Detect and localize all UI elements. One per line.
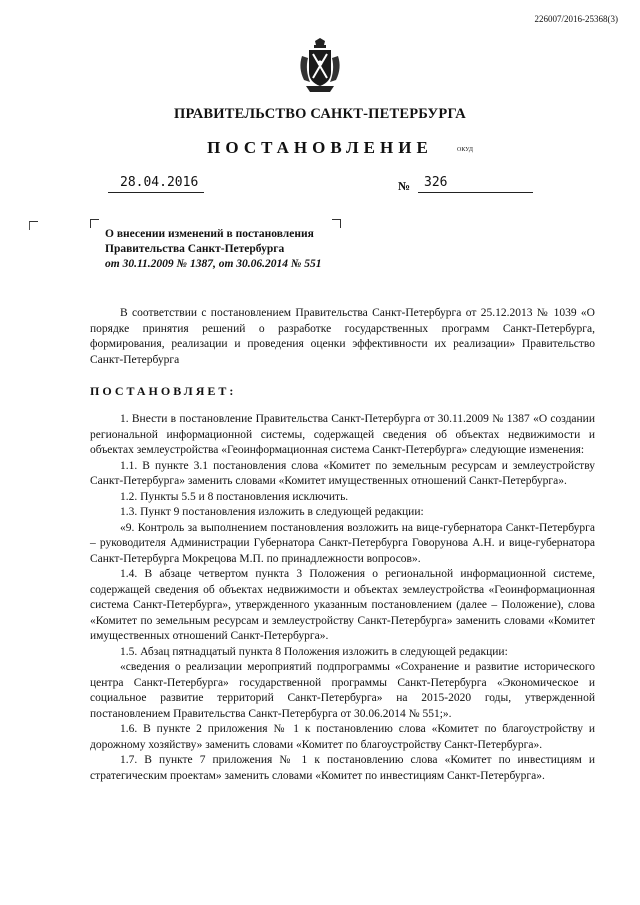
decree-item: 1. Внести в постановление Правительства Санкт-Петербурга от 30.11.2009 № 1387 «О создании региональной информационной системы, содержащей сведения об объектах недвижимости и объектах землеустройства «Геоинформационная система Санкт-Петербурга» следующие изменения: xyxy=(90,413,595,456)
okud-label: ОКУД xyxy=(457,147,473,153)
decree-item: 1.5. Абзац пятнадцатый пункта 8 Положения изложить в следующей редакции: xyxy=(120,645,508,658)
bracket-corner-left xyxy=(90,219,99,228)
subject-line: от 30.11.2009 № 1387, от 30.06.2014 № 551 xyxy=(105,258,322,270)
decree-item: 1.3. Пункт 9 постановления изложить в следующей редакции: xyxy=(120,506,424,518)
preamble-paragraph xyxy=(90,306,595,368)
number-underline xyxy=(418,192,533,193)
decree-date: 28.04.2016 xyxy=(120,175,199,190)
decree-item: 1.1. В пункте 3.1 постановления слова «Комитет по земельным ресурсам и землеустройству Санкт-Петербурга» заменить словами «Комитет имущественных отношений Санкт-Петербурга». xyxy=(90,459,595,487)
decree-item: 1.4. В абзаце четвертом пункта 3 Положения о региональной информационной системе, содержащей сведения об объектах недвижимости и объектах землеустройства «Геоинформационная система Санкт-Петербурга», утвержденного указанным постановлением (далее – Положение), слова «Комитет по земельным ресурсам и землеустройству Санкт-Петербурга» заменить словами «Комитет имущественных отношений Санкт-Петербурга». xyxy=(90,568,595,642)
decree-item: «сведения о реализации мероприятий подпрограммы «Сохранение и развитие исторического центра Санкт-Петербурга» государственной программы Санкт-Петербурга «Экономическое и социальное развитие территорий Санкт-Петербурга» на 2015-2020 годы, утвержденной постановлением Правительства Санкт-Петербурга от 30.06.2014 № 551;». xyxy=(90,661,595,720)
date-underline xyxy=(108,192,204,193)
bracket-corner-right xyxy=(332,219,341,228)
number-sign: № xyxy=(398,179,411,193)
decree-item: 1.2. Пункты 5.5 и 8 постановления исключить. xyxy=(120,490,349,503)
decree-items xyxy=(90,412,595,784)
decree-number: 326 xyxy=(424,175,448,190)
coat-of-arms-emblem xyxy=(296,38,344,94)
decree-subject xyxy=(105,227,322,272)
subject-line: О внесении изменений в постановления xyxy=(105,228,314,240)
margin-mark xyxy=(29,221,38,230)
decree-item: «9. Контроль за выполнением постановления возложить на вице-губернатора Санкт-Петербурга – руководителя Администрации Губернатора Санкт-Петербурга Говорунова А.Н. и вице-губернатора Санкт-Петербурга Мокрецова М.П. по принадлежности вопросов». xyxy=(90,521,595,565)
preamble-text: В соответствии с постановлением Правительства Санкт-Петербурга от 25.12.2013 № 1039 «О порядке принятия решений о разработке государственных программ Санкт-Петербурга, формирования, реализации и проведения оценки эффективности их реализации» Правительство Санкт-Петербурга xyxy=(90,307,595,366)
subject-line: Правительства Санкт-Петербурга xyxy=(105,243,285,255)
document-type-title: ПОСТАНОВЛЕНИЕ xyxy=(207,138,433,157)
document-id: 226007/2016-25368(3) xyxy=(534,14,618,24)
decree-item: 1.6. В пункте 2 приложения № 1 к постановлению слова «Комитет по благоустройству и дорожному хозяйству» заменить словами «Комитет по благоустройству Санкт-Петербурга». xyxy=(90,723,595,751)
resolves-heading: ПОСТАНОВЛЯЕТ: xyxy=(90,384,237,398)
decree-item: 1.7. В пункте 7 приложения № 1 к постановлению слова «Комитет по инвестициям и стратегическим проектам» заменить словами «Комитет по инвестициям Санкт-Петербурга». xyxy=(90,754,595,782)
government-title: ПРАВИТЕЛЬСТВО САНКТ-ПЕТЕРБУРГА xyxy=(174,106,466,122)
